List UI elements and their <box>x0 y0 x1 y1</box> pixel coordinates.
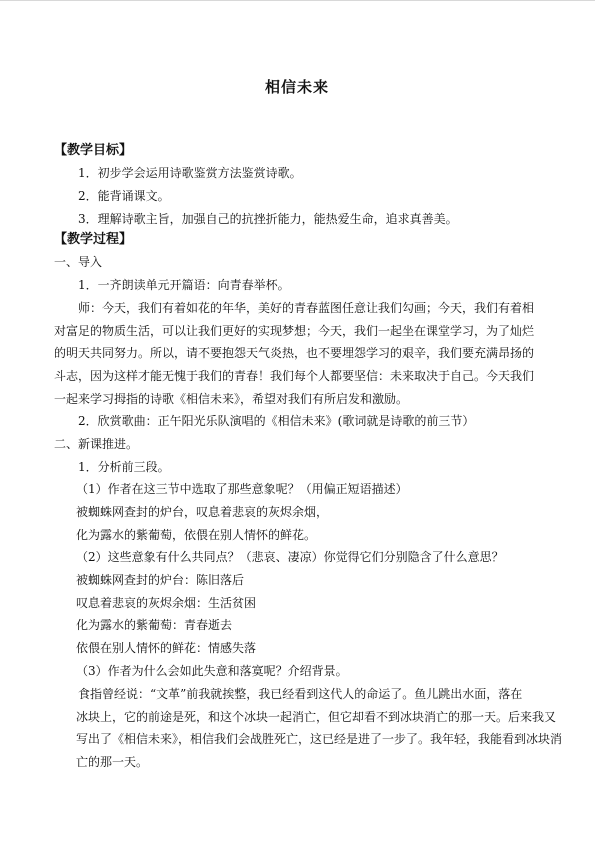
objective-item: 1．初步学会运用诗歌鉴赏方法鉴赏诗歌。 <box>78 166 302 180</box>
document-title: 相信未来 <box>264 78 329 96</box>
section-heading-process: 【教学过程】 <box>54 232 133 247</box>
objective-item: 2．能背诵课文。 <box>78 189 170 203</box>
paragraph-line: 师：今天，我们有着如花的年华，美好的青春蓝图任意让我们勾画；今天，我们有着相 <box>78 301 535 315</box>
paragraph-line: 对富足的物质生活，可以让我们更好的实现梦想；今天，我们一起坐在课堂学习，为了灿烂 <box>54 324 535 338</box>
paragraph-line: 1．分析前三段。 <box>78 460 170 474</box>
section-heading-objectives: 【教学目标】 <box>54 143 133 158</box>
paragraph-line: 1．一齐朗读单元开篇语：向青春举杯。 <box>78 278 290 292</box>
answer-line: 被蜘蛛网查封的炉台：陈旧落后 <box>76 573 245 587</box>
paragraph-line: 写出了《相信未来》，相信我们会战胜死亡，这已经是进了一步了。我年轻，我能看到冰块消 <box>76 732 563 746</box>
paragraph-line: 的明天共同努力。所以，请不要抱怨天气炎热，也不要埋怨学习的艰辛，我们要充满昂扬的 <box>54 346 535 360</box>
objective-item: 3．理解诗歌主旨，加强自己的抗挫折能力，能热爱生命，追求真善美。 <box>78 212 458 226</box>
question-line: （3）作者为什么会如此失意和落寞呢？介绍背景。 <box>76 664 348 678</box>
paragraph-line: 食指曾经说：“文革”前我就挨整，我已经看到这代人的命运了。鱼儿跳出水面，落在 <box>78 687 523 701</box>
answer-line: 依偎在别人情怀的鲜花：情感失落 <box>76 641 257 655</box>
paragraph-line: 亡的那一天。 <box>76 755 149 769</box>
paragraph-line: 一起来学习拇指的诗歌《相信未来》，希望对我们有所启发和激励。 <box>54 392 409 406</box>
subsection-heading: 二、新课推进。 <box>54 437 139 451</box>
paragraph-line: 2．欣赏歌曲：正午阳光乐队演唱的《相信未来》(歌词就是诗歌的前三节） <box>78 414 475 428</box>
poem-line: 被蜘蛛网查封的炉台，叹息着悲哀的灰烬余烟， <box>76 505 329 519</box>
subsection-heading: 一、导入 <box>54 255 103 269</box>
paragraph-line: 斗志，因为这样才能无愧于我们的青春！我们每个人都要坚信：未来取决于自己。今天我们 <box>54 369 535 383</box>
page-top-rule <box>0 0 595 1</box>
question-line: （2）这些意象有什么共同点？（悲哀、凄凉）你觉得它们分别隐含了什么意思？ <box>76 550 504 564</box>
question-line: （1）作者在这三节中选取了那些意象呢？（用偏正短语描述） <box>76 482 408 496</box>
poem-line: 化为露水的紫葡萄，依偎在别人情怀的鲜花。 <box>76 528 317 542</box>
paragraph-line: 冰块上，它的前途是死，和这个冰块一起消亡，但它却看不到冰块消亡的那一天。后来我又 <box>76 710 557 724</box>
answer-line: 叹息着悲哀的灰烬余烟：生活贫困 <box>76 596 257 610</box>
answer-line: 化为露水的紫葡萄：青春逝去 <box>76 618 233 632</box>
